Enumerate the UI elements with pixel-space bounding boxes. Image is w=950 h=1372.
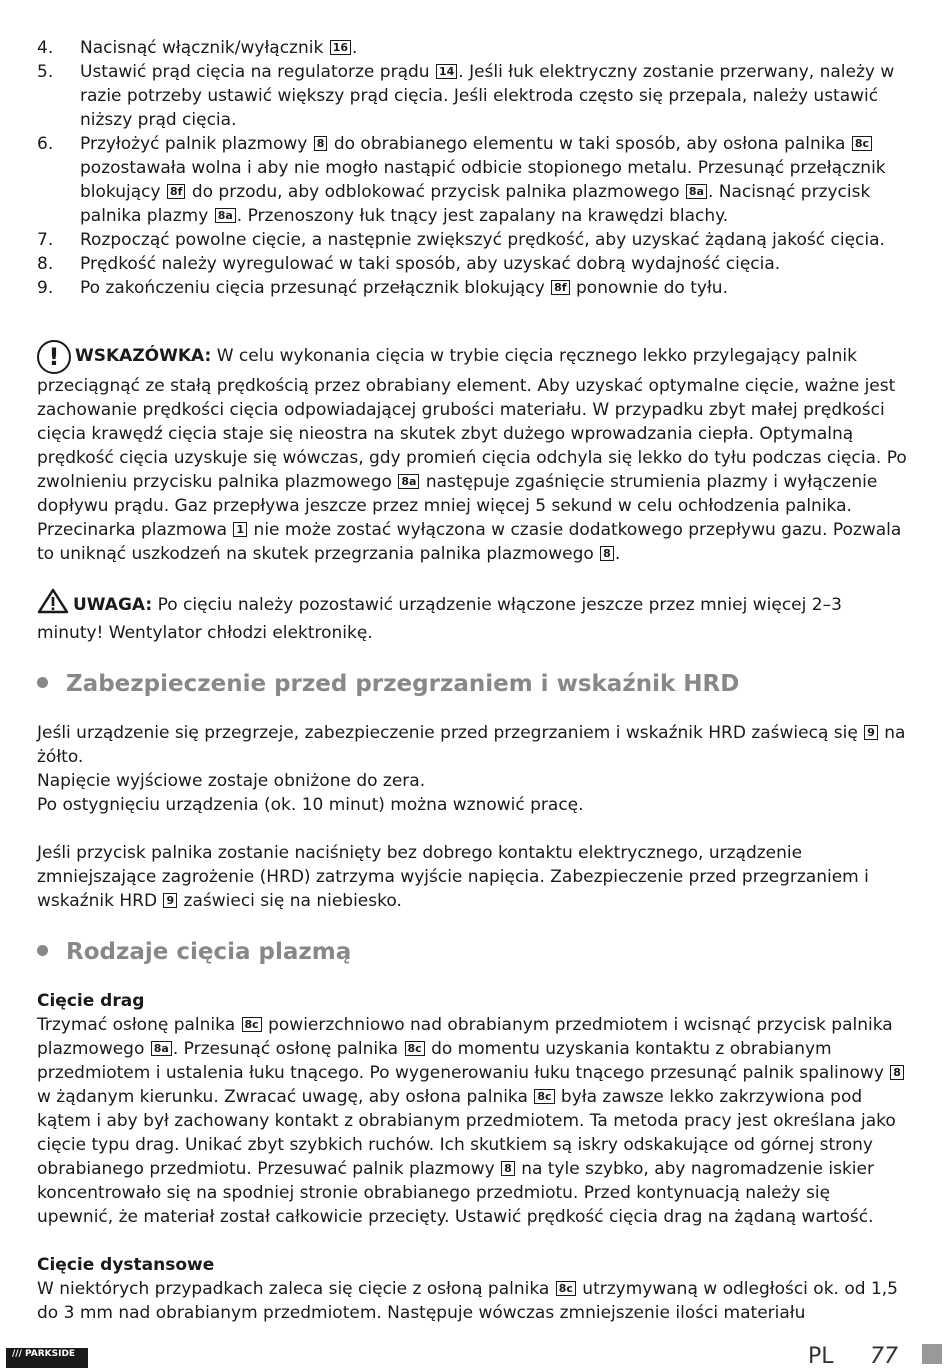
caution-label: UWAGA: <box>73 595 153 615</box>
step-item: 9. Po zakończeniu cięcia przesunąć przełącznik blokujący 8f ponownie do tyłu. <box>37 278 728 298</box>
manual-page <box>37 36 907 1325</box>
reference-number-box: 8 <box>890 1065 904 1080</box>
section-title: Rodzaje cięcia plazmą <box>66 939 352 965</box>
step-number: 9. <box>37 278 54 298</box>
brand-text: /// PARKSIDE <box>12 1349 76 1359</box>
step-item: 8. Prędkość należy wyregulować w taki sposób, aby uzyskać dobrą wydajność cięcia. <box>37 254 781 274</box>
paragraph: Jeśli przycisk palnika zostanie naciśnięty bez dobrego kontaktu elektrycznego, urządzenie zmniejszające zagrożenie (HRD) zatrzyma wyjście napięcia. Zabezpieczenie przed przegrzaniem i wskaźnik HRD 9 zaświeci się na niebiesko. <box>37 843 869 911</box>
section-title: Zabezpieczenie przed przegrzaniem i wskaźnik HRD <box>66 671 740 697</box>
exclamation-circle-icon: ! <box>37 340 71 374</box>
caution-paragraph <box>37 588 907 645</box>
step-number: 8. <box>37 254 54 274</box>
subheading-drag: Cięcie drag <box>37 991 145 1011</box>
step-item: 6. Przyłożyć palnik plazmowy 8 do obrabianego elementu w taki sposób, aby osłona palnika 8c pozostawała wolna i aby nie mogło nastąpić odbicie stopionego metalu. Przesunąć przełącznik blokujący 8f do przodu, aby odblokować przycisk palnika plazmowego 8a . Nacisnąć przycisk palnika plazmy 8a . Przenoszony łuk tnący jest zapalany na krawędzi blachy. <box>37 134 886 226</box>
reference-number-box: 9 <box>163 893 177 908</box>
reference-number-box: 8c <box>556 1281 576 1296</box>
language-code: PL <box>808 1344 834 1369</box>
reference-number-box: 8a <box>686 184 707 199</box>
step-item: 4. Nacisnąć włącznik/wyłącznik 16 . <box>37 38 358 58</box>
page-number: 77 <box>870 1344 898 1369</box>
reference-number-box: 8a <box>398 474 419 489</box>
reference-number-box: 9 <box>864 725 878 740</box>
reference-number-box: 8 <box>314 136 328 151</box>
reference-number-box: 8f <box>167 184 185 199</box>
bullet-icon <box>37 677 48 688</box>
warning-triangle-icon <box>37 588 69 621</box>
page-marker <box>922 1344 942 1364</box>
paragraph: Jeśli urządzenie się przegrzeje, zabezpieczenie przed przegrzaniem i wskaźnik HRD zaświecą się 9 na żółto. <box>37 723 906 767</box>
step-number: 4. <box>37 38 54 58</box>
reference-number-box: 8 <box>501 1161 515 1176</box>
reference-number-box: 8f <box>551 280 569 295</box>
reference-number-box: 8c <box>534 1089 554 1104</box>
bullet-icon <box>37 945 48 956</box>
reference-number-box: 8c <box>405 1041 425 1056</box>
paragraph: W niektórych przypadkach zaleca się cięcie z osłoną palnika 8c utrzymywaną w odległości ok. od 1,5 do 3 mm nad obrabianym przedmiotem. Następuje wówczas zmniejszenie ilości materiału <box>37 1279 898 1323</box>
paragraph: Trzymać osłonę palnika 8c powierzchniowo nad obrabianym przedmiotem i wcisnąć przycisk palnika plazmowego 8a . Przesunąć osłonę palnika 8c do momentu uzyskania kontaktu z obrabianym przedmiotem i ustalenia łuku tnącego. Po wygenerowaniu łuku tnącego przesunąć palnik spalinowy 8 w żądanym kierunku. Zwracać uwagę, aby osłona palnika 8c była zawsze lekko zakrzywiona pod kątem i aby był zachowany kontakt z obrabianym przedmiotem. Ta metoda pracy jest określana jako cięcie typu drag. Unikać zbyt szybkich ruchów. Ich skutkiem są iskry odskakujące od górnej strony obrabianego przedmiotu. Przesuwać palnik plazmowy 8 na tyle szybko, aby nagromadzenie iskier koncentrowało się na spodniej stronie obrabianego przedmiotu. Przed kontynuacją należy się upewnić, że materiał został całkowicie przecięty. Ustawić prędkość cięcia drag na żądaną wartość. <box>37 1013 907 1229</box>
reference-number-box: 1 <box>233 522 247 537</box>
step-number: 5. <box>37 62 54 82</box>
step-number: 6. <box>37 134 54 154</box>
subheading-distance: Cięcie dystansowe <box>37 1255 215 1275</box>
reference-number-box: 8a <box>151 1041 172 1056</box>
steps-list <box>37 36 907 300</box>
note-label: WSKAZÓWKA: <box>75 346 212 366</box>
brand-logo <box>6 1348 88 1368</box>
paragraph: Po ostygnięciu urządzenia (ok. 10 minut) można wznowić pracę. <box>37 795 584 815</box>
reference-number-box: 16 <box>330 40 351 55</box>
step-item: 5. Ustawić prąd cięcia na regulatorze prądu 14 . Jeśli łuk elektryczny zostanie przerwany, należy w razie potrzeby ustawić większy prąd cięcia. Jeśli elektroda często się przepala, należy ustawić niższy prąd cięcia. <box>37 62 895 130</box>
section-heading-overheat <box>37 669 907 699</box>
note-paragraph <box>37 340 907 566</box>
reference-number-box: 8a <box>215 208 236 223</box>
reference-number-box: 8 <box>600 546 614 561</box>
section-heading-cut-types <box>37 937 907 967</box>
paragraph: Napięcie wyjściowe zostaje obniżone do zera. <box>37 771 426 791</box>
reference-number-box: 8c <box>852 136 872 151</box>
step-item: 7. Rozpocząć powolne cięcie, a następnie zwiększyć prędkość, aby uzyskać żądaną jakość cięcia. <box>37 230 885 250</box>
reference-number-box: 14 <box>436 64 457 79</box>
reference-number-box: 8c <box>242 1017 262 1032</box>
step-number: 7. <box>37 230 54 250</box>
note-text: W celu wykonania cięcia w trybie cięcia ręcznego lekko przylegający palnik przeciągnąć ze stałą prędkością przez obrabiany element. Aby uzyskać optymalne cięcie, ważne jest zachowanie prędkości cięcia odpowiadającej grubości materiału. W przypadku zbyt małej prędkości cięcia krawędź cięcia staje się nieostra na skutek zbyt dużego wprowadzania ciepła. Optymalną prędkość cięcia uzyskuje się wówczas, gdy promień cięcia odchyla się lekko do tyłu podczas cięcia. Po zwolnieniu przycisku palnika plazmowego 8a następuje zgaśnięcie strumienia plazmy i wyłączenie dopływu prądu. Gaz przepływa jeszcze przez mniej więcej 5 sekund w celu ochłodzenia palnika. Przecinarka plazmowa 1 nie może zostać wyłączona w czasie dodatkowego przepływu gazu. Pozwala to uniknąć uszkodzeń na skutek przegrzania palnika plazmowego 8 . <box>37 346 907 564</box>
caution-text: Po cięciu należy pozostawić urządzenie włączone jeszcze przez mniej więcej 2–3 minuty! Wentylator chłodzi elektronikę. <box>37 595 842 643</box>
